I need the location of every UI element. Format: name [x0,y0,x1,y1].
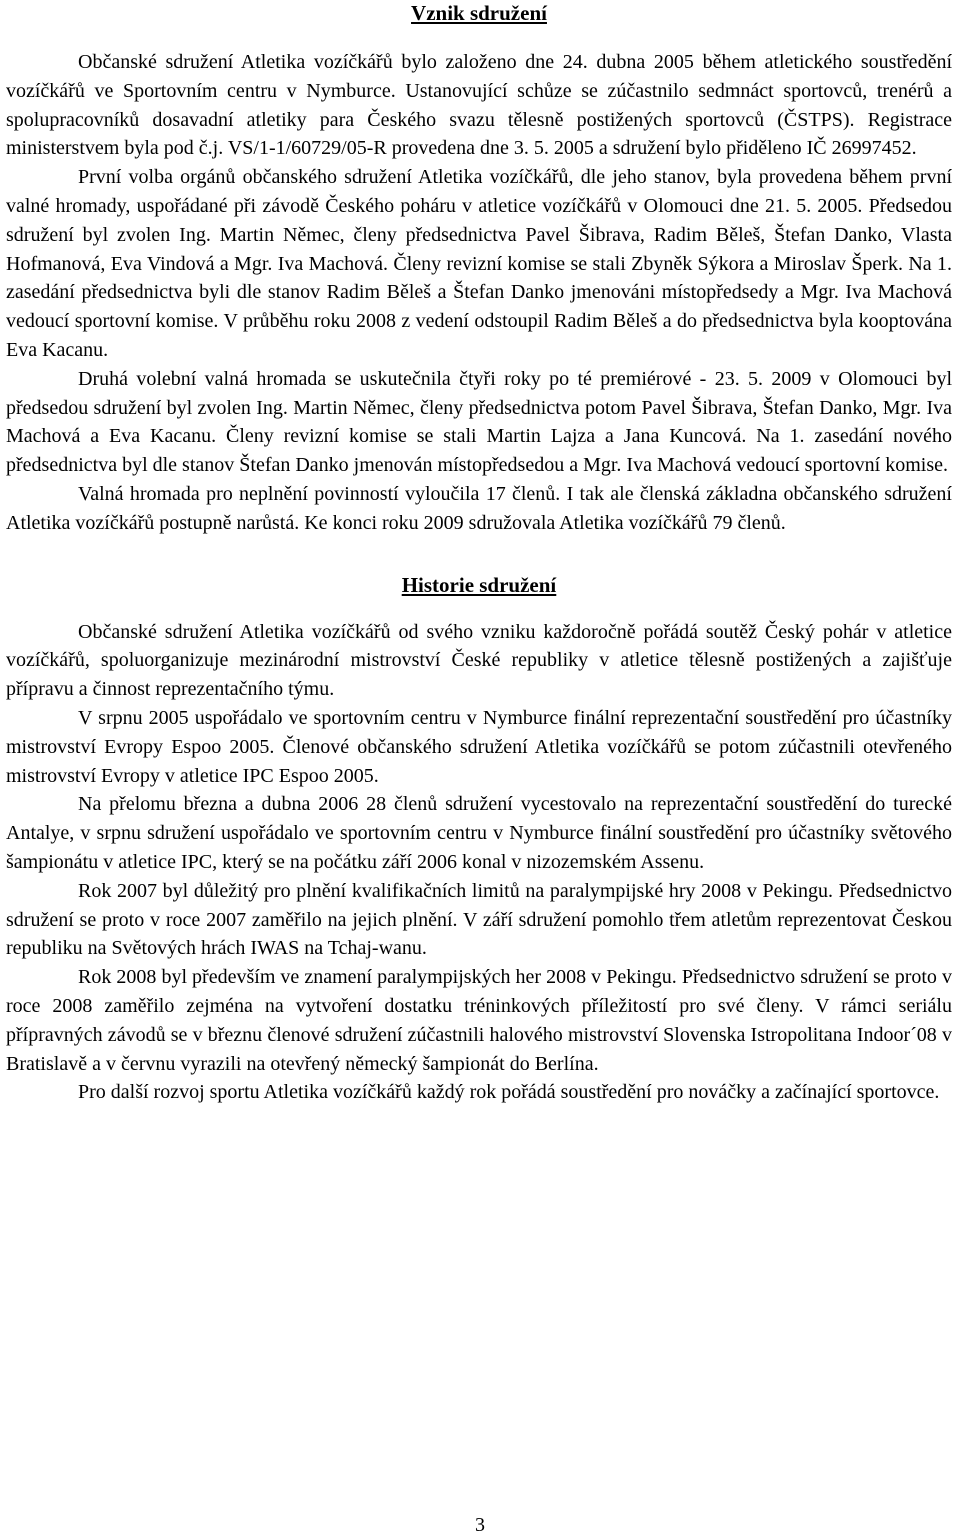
page-number: 3 [475,1514,485,1536]
section-heading-historie: Historie sdružení [401,572,557,597]
paragraph: Rok 2008 byl především ve znamení paralympijských her 2008 v Pekingu. Předsednictvo sdružení se proto v roce 2008 zaměřilo zejména na vytvoření dostatku tréninkových příležitostí pro své členy. V rámci seriálu přípravných závodů se v březnu členové sdružení zúčastnili halového mistrovství Slovenska Istropolitana Indoor´08 v Bratislavě a v červnu vyrazili na otevřený německý šampionát do Berlína. [6,966,952,1075]
paragraph: Pro další rozvoj sportu Atletika vozíčkářů každý rok pořádá soustředění pro nováčky a začínající sportovce. [78,1081,940,1104]
paragraph: Občanské sdružení Atletika vozíčkářů bylo založeno dne 24. dubna 2005 během atletického soustředění vozíčkářů ve Sportovním centru v Nymburce. Ustanovující schůze se zúčastnilo sedmnáct sportovců, trenérů a spolupracovníků dosavadní atletiky para Českého svazu tělesně postižených sportovců (ČSTPS). Registrace ministerstvem byla pod č.j. VS/1-1/60729/05-R provedena dne 3. 5. 2005 a sdružení bylo přiděleno IČ 26997452. [6,51,952,160]
paragraph: Valná hromada pro neplnění povinností vyloučila 17 členů. I tak ale členská základna občanského sdružení Atletika vozíčkářů postupně narůstá. Ke konci roku 2009 sdružovala Atletika vozíčkářů 79 členů. [6,482,952,534]
paragraph: Rok 2007 byl důležitý pro plnění kvalifikačních limitů na paralympijské hry 2008 v Pekingu. Předsednictvo sdružení se proto v roce 2007 zaměřilo na jejich plnění. V září sdružení pomohlo třem atletům reprezentovat Českou republiku na Světových hrách IWAS na Tchaj-wanu. [6,879,952,960]
paragraph: Občanské sdružení Atletika vozíčkářů od svého vzniku každoročně pořádá soutěž Český pohár v atletice vozíčkářů, spoluorganizuje mezinárodní mistrovství České republiky v atletice tělesně postižených a zajišťuje přípravu a činnost reprezentačního týmu. [6,620,952,701]
paragraph: V srpnu 2005 uspořádalo ve sportovním centru v Nymburce finální reprezentační soustředění pro účastníky mistrovství Evropy Espoo 2005. Členové občanského sdružení Atletika vozíčkářů se potom zúčastnili otevřeného mistrovství Evropy v atletice IPC Espoo 2005. [6,706,952,787]
paragraph: Druhá volební valná hromada se uskutečnila čtyři roky po té premiérové - 23. 5. 2009 v Olomouci byl předsedou sdružení byl zvolen Ing. Martin Němec, členy předsednictva potom Pavel Šibrava, Štefan Danko, Mgr. Iva Machová a Eva Kacanu. Členy revizní komise se stali Martin Lajza a Jana Kuncová. Na 1. zasedání nového předsednictva byl dle stanov Štefan Danko jmenován místopředsedou a Mgr. Iva Machová vedoucí sportovní komise. [6,367,952,477]
section-heading-vznik: Vznik sdružení [411,1,547,25]
paragraph: Na přelomu března a dubna 2006 28 členů sdružení vycestovalo na reprezentační soustředění do turecké Antalye, v srpnu sdružení uspořádalo ve sportovním centru v Nymburce finální soustředění pro účastníky světového šampionátu v atletice IPC, který se na počátku září 2006 konal v nizozemském Assenu. [6,793,952,873]
paragraph: První volba orgánů občanského sdružení Atletika vozíčkářů, dle jeho stanov, byla provedena během první valné hromady, uspořádané při závodě Českého poháru v atletice vozíčkářů v Olomouci dne 21. 5. 2005. Předsedou sdružení byl zvolen Ing. Martin Němec, členy předsednictva Pavel Šibrava, Radim Běleš, Štefan Danko, Vlasta Hofmanová, Eva Vindová a Mgr. Iva Machová. Členy revizní komise se stali Zbyněk Sýkora a Miroslav Šperk. Na 1. zasedání předsednictva byli dle stanov Radim Běleš a Štefan Danko jmenováni místopředsedy a Mgr. Iva Machová vedoucí sportovní komise. V průběhu roku 2008 z vedení odstoupil Radim Běleš a do předsednictva byla kooptována Eva Kacanu. [6,166,952,361]
